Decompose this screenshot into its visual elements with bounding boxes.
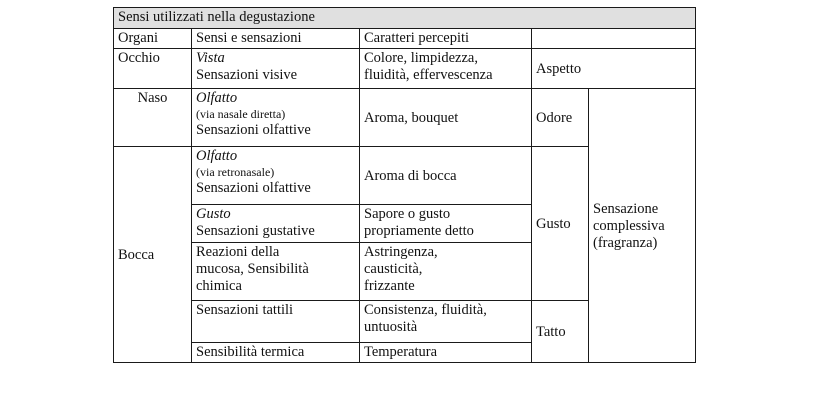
- organo-bocca: Bocca: [114, 147, 192, 363]
- caratteri-gusto: Sapore o gusto propriamente detto: [360, 205, 532, 243]
- caratteri-olfatto-naso: Aroma, bouquet: [360, 89, 532, 147]
- header-empty: [532, 29, 696, 49]
- senso-tattili: Sensazioni tattili: [192, 301, 360, 343]
- categoria-tatto: Tatto: [532, 301, 589, 363]
- categoria-odore: Odore: [532, 89, 589, 147]
- header-organi: Organi: [114, 29, 192, 49]
- senso-termica: Sensibilità termica: [192, 343, 360, 363]
- senso-olfatto-naso: Olfatto (via nasale diretta) Sensazioni olfattive: [192, 89, 360, 147]
- categoria-aspetto: Aspetto: [532, 49, 696, 89]
- caratteri-vista: Colore, limpidezza, fluidità, effervescenza: [360, 49, 532, 89]
- caratteri-olfatto-bocca: Aroma di bocca: [360, 147, 532, 205]
- header-sensi: Sensi e sensazioni: [192, 29, 360, 49]
- senso-vista: Vista Sensazioni visive: [192, 49, 360, 89]
- senses-table: [113, 7, 696, 363]
- caratteri-termica: Temperatura: [360, 343, 532, 363]
- senso-gusto: Gusto Sensazioni gustative: [192, 205, 360, 243]
- organo-occhio: Occhio: [114, 49, 192, 89]
- caratteri-reazioni-mucosa: Astringenza, causticità, frizzante: [360, 243, 532, 301]
- table-title: Sensi utilizzati nella degustazione: [114, 8, 696, 29]
- senso-olfatto-bocca: Olfatto (via retronasale) Sensazioni olfattive: [192, 147, 360, 205]
- organo-naso: Naso: [114, 89, 192, 147]
- caratteri-tattili: Consistenza, fluidità, untuosità: [360, 301, 532, 343]
- senso-reazioni-mucosa: Reazioni della mucosa, Sensibilità chimica: [192, 243, 360, 301]
- sensazione-complessiva: Sensazione complessiva (fragranza): [589, 89, 696, 363]
- header-caratteri: Caratteri percepiti: [360, 29, 532, 49]
- categoria-gusto: Gusto: [532, 147, 589, 301]
